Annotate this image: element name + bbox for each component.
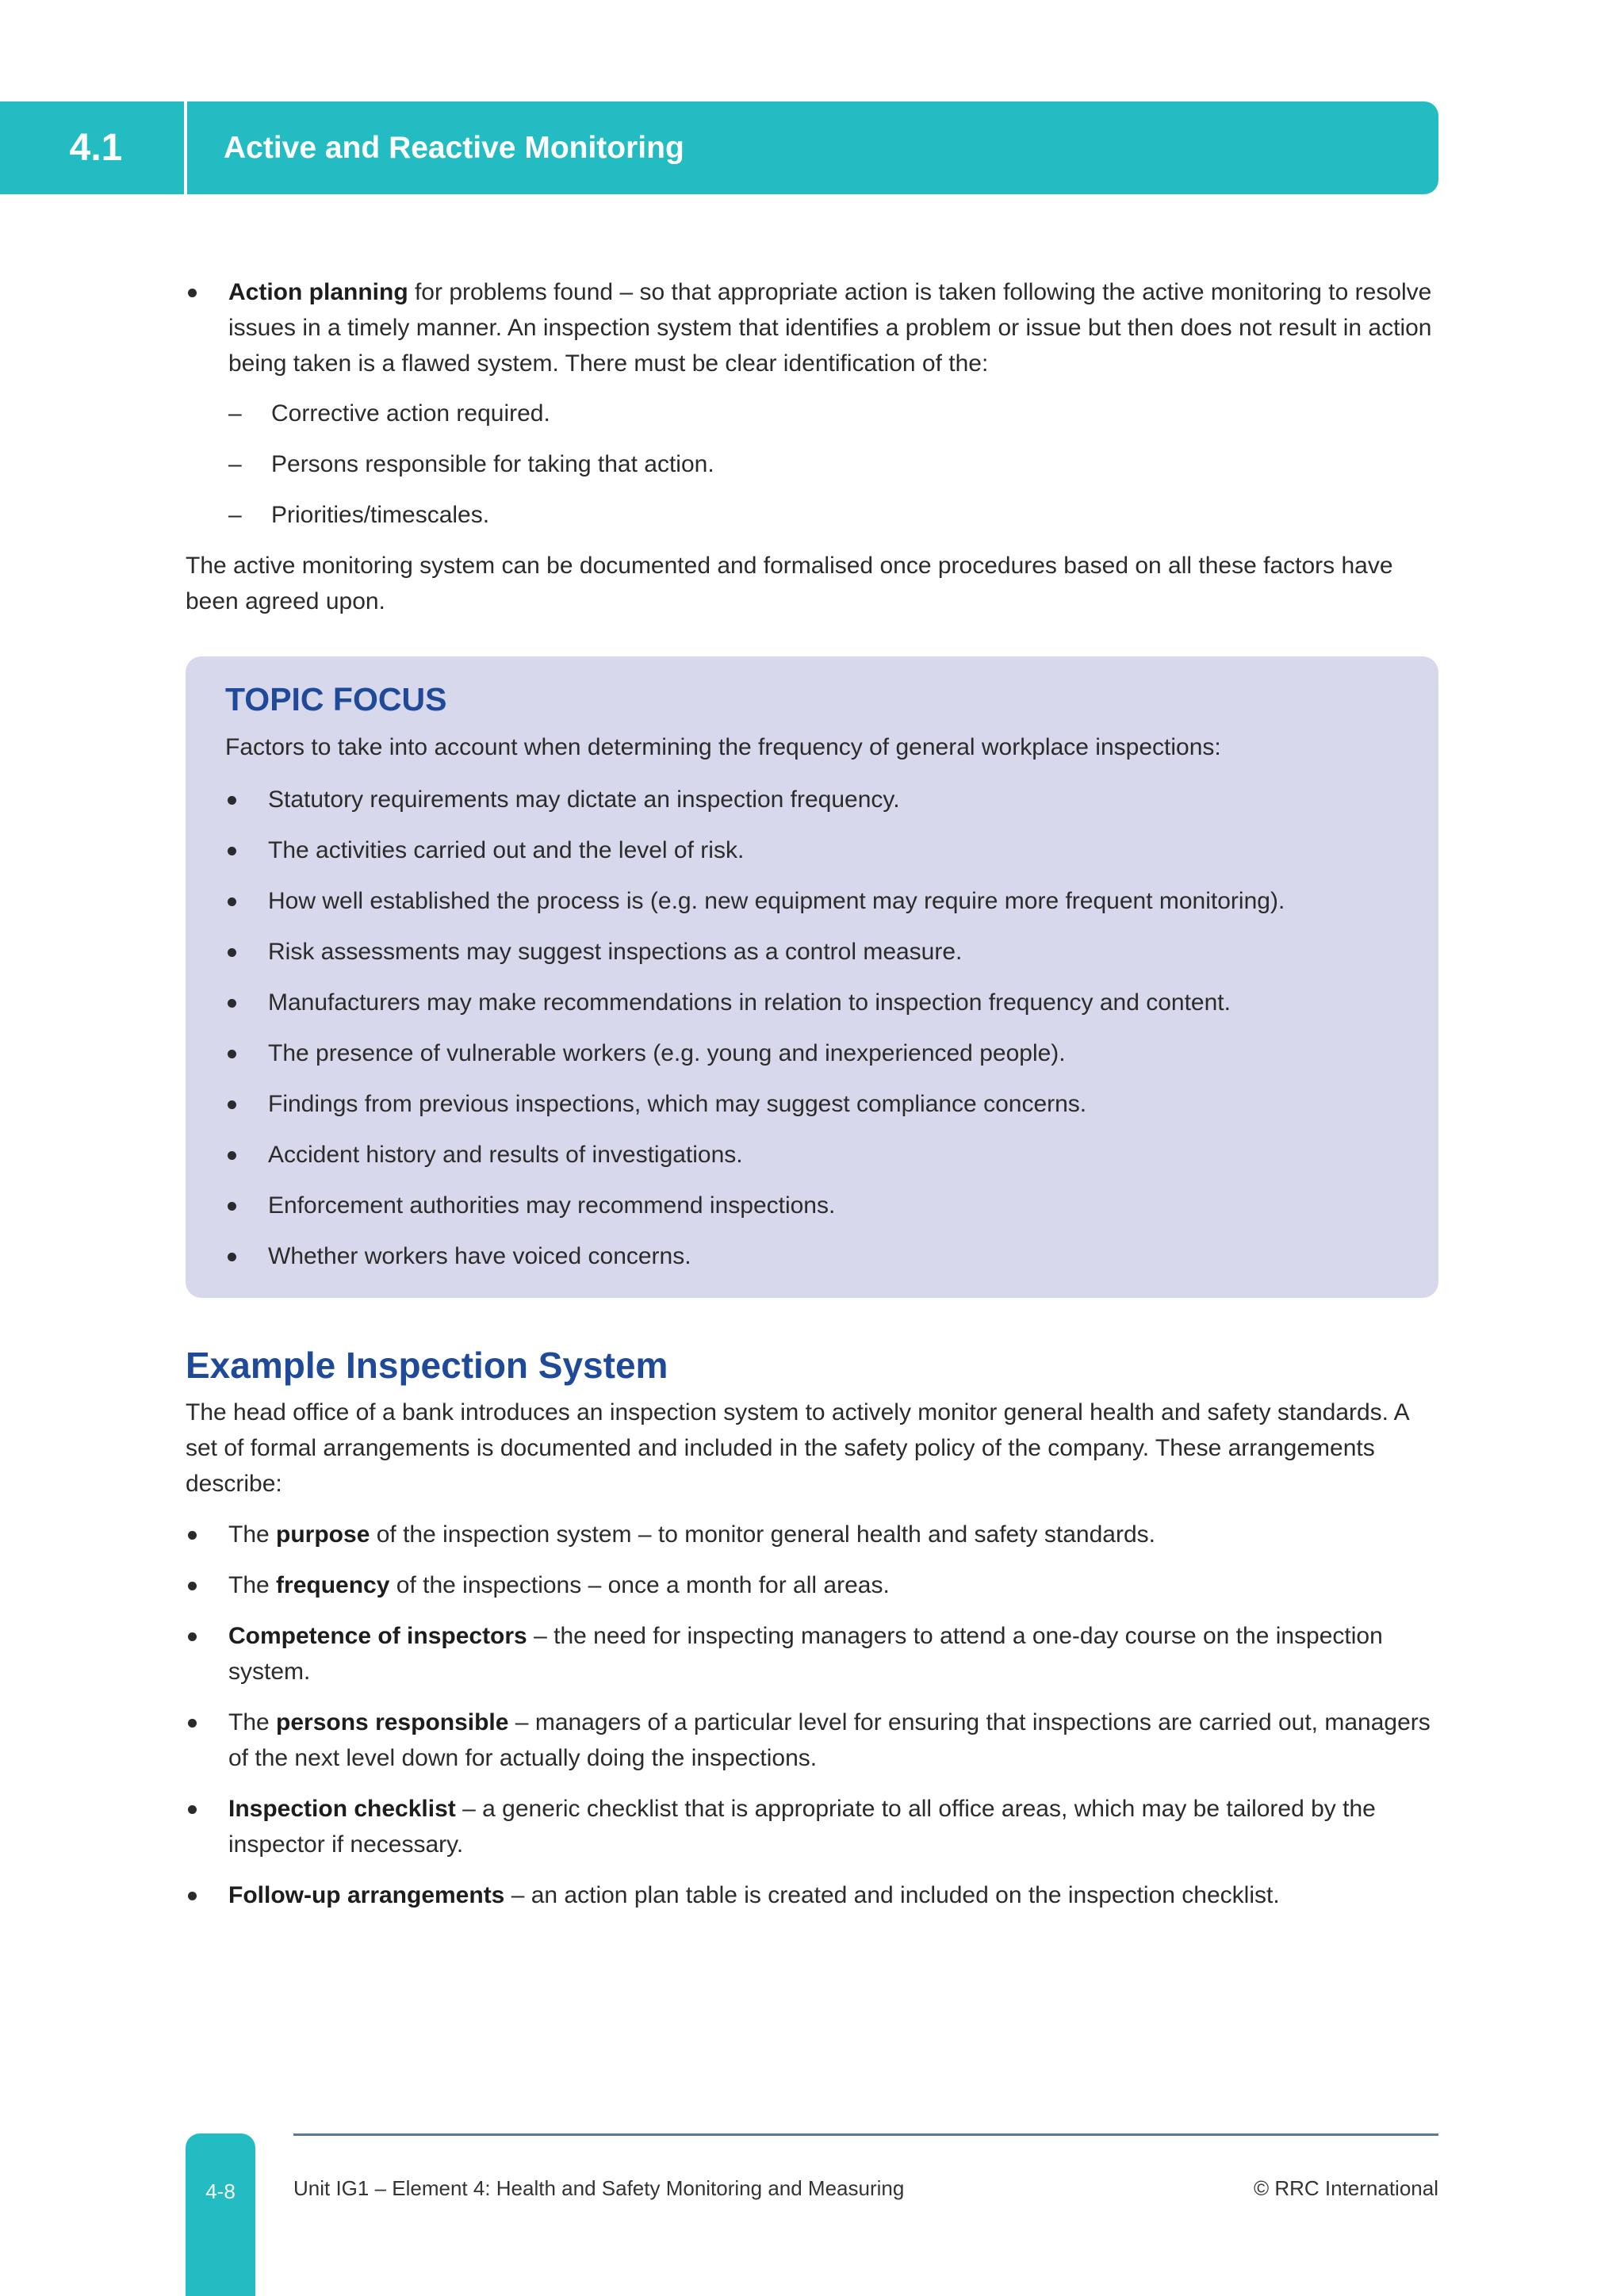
- example-intro: The head office of a bank introduces an inspection system to actively monitor general health and safety standards. A set of formal arrangements is documented and included in the safety policy of the company. These arrangements describe:: [186, 1399, 1409, 1497]
- list-item: [186, 1877, 1438, 1913]
- footer-unit-text: Unit IG1 – Element 4: Health and Safety Monitoring and Measuring: [293, 2176, 905, 2200]
- item-post: – managers of a particular level for ensuring that inspections are carried out, managers of the next level down for actually doing the inspections.: [228, 1709, 1431, 1771]
- footer-copyright: © RRC International: [1253, 2176, 1438, 2200]
- item-pre: The: [228, 1572, 277, 1598]
- topic-focus-box: [186, 656, 1438, 1298]
- item-post: of the inspections – once a month for all areas.: [389, 1572, 890, 1598]
- list-item: [186, 1567, 1438, 1603]
- dash-item-text: Persons responsible for taking that action.: [271, 451, 714, 477]
- example-list: [186, 1517, 1438, 1913]
- list-item: The presence of vulnerable workers (e.g. young and inexperienced people).: [225, 1035, 1399, 1071]
- dash-item-text: Corrective action required.: [271, 400, 550, 427]
- bold-term: Action planning: [228, 279, 408, 305]
- dash-item: [228, 446, 1438, 482]
- section-heading: Example Inspection System: [186, 1345, 668, 1386]
- dash-mark: –: [228, 502, 242, 528]
- item-post: – the need for inspecting managers to attend a one-day course on the inspection system.: [228, 1623, 1383, 1685]
- bold-term: Competence of inspectors: [228, 1623, 527, 1649]
- section-header-bar: [0, 101, 1438, 194]
- bold-term: purpose: [276, 1521, 370, 1548]
- item-post: of the inspection system – to monitor general health and safety standards.: [370, 1521, 1155, 1548]
- page-number: 4-8: [205, 2179, 236, 2203]
- list-item: [186, 1705, 1438, 1776]
- list-item: Risk assessments may suggest inspections as a control measure.: [225, 934, 1399, 970]
- section-title: Active and Reactive Monitoring: [224, 131, 684, 165]
- action-planning-list: [186, 274, 1438, 533]
- bold-term: Follow-up arrangements: [228, 1882, 505, 1908]
- item-post: – a generic checklist that is appropriate to all office areas, which may be tailored by the inspector if necessary.: [228, 1796, 1376, 1858]
- summary-paragraph: The active monitoring system can be documented and formalised once procedures based on all these factors have been agreed upon.: [186, 553, 1393, 614]
- list-item: The activities carried out and the level of risk.: [225, 832, 1399, 868]
- dash-mark: –: [228, 451, 242, 477]
- bold-term: Inspection checklist: [228, 1796, 456, 1822]
- dash-item: [228, 497, 1438, 533]
- list-item: Whether workers have voiced concerns.: [225, 1238, 1399, 1274]
- list-item-action-planning: [186, 274, 1438, 533]
- list-item-text: for problems found – so that appropriate action is taken following the active monitoring to resolve issues in a timely manner. An inspection system that identifies a problem or issue but then does not result in action being taken is a flawed system. There must be clear identification of the:: [228, 279, 1432, 377]
- bold-term: frequency: [276, 1572, 390, 1598]
- list-item: How well established the process is (e.g. new equipment may require more frequent monitoring).: [225, 883, 1399, 919]
- list-item: Manufacturers may make recommendations in relation to inspection frequency and content.: [225, 985, 1399, 1020]
- bold-term: persons responsible: [276, 1709, 509, 1735]
- list-item: Findings from previous inspections, which may suggest compliance concerns.: [225, 1086, 1399, 1122]
- list-item: Statutory requirements may dictate an inspection frequency.: [225, 782, 1399, 817]
- dash-item: [228, 396, 1438, 431]
- topic-focus-list: [225, 782, 1399, 1274]
- list-item: [186, 1791, 1438, 1862]
- item-pre: The: [228, 1709, 277, 1735]
- list-item: [186, 1618, 1438, 1689]
- dash-item-text: Priorities/timescales.: [271, 502, 490, 528]
- list-item: Accident history and results of investigations.: [225, 1137, 1399, 1173]
- list-item: Enforcement authorities may recommend inspections.: [225, 1188, 1399, 1223]
- list-item: [186, 1517, 1438, 1552]
- topic-focus-intro: Factors to take into account when determining the frequency of general workplace inspections:: [225, 734, 1221, 760]
- footer-divider: [293, 2133, 1438, 2136]
- item-pre: The: [228, 1521, 277, 1548]
- dash-mark: –: [228, 400, 242, 427]
- dash-list: [228, 396, 1438, 533]
- page-number-tab: [186, 2133, 255, 2296]
- item-post: – an action plan table is created and included on the inspection checklist.: [504, 1882, 1280, 1908]
- topic-focus-title: TOPIC FOCUS: [225, 681, 447, 718]
- page-content: [186, 274, 1438, 1928]
- section-number: 4.1: [0, 101, 187, 194]
